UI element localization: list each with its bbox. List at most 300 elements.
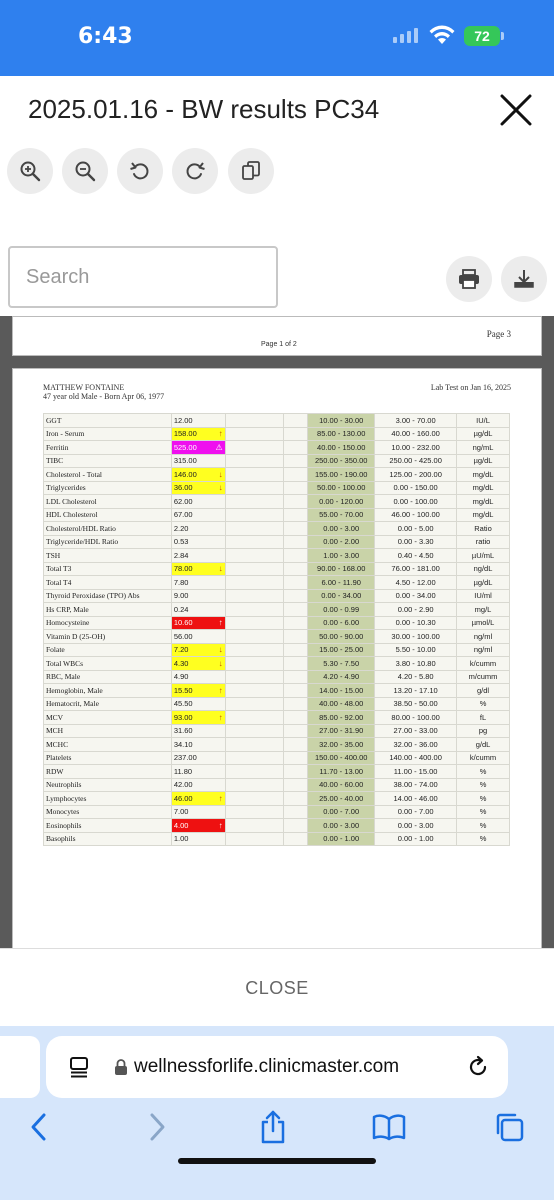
lab-row — [44, 670, 510, 684]
reference-range: 10.00 - 232.00 — [375, 441, 457, 455]
zoom-in-icon — [19, 160, 41, 182]
share-button[interactable] — [256, 1110, 290, 1144]
value-text: 2.20 — [173, 523, 189, 533]
unit: ratio — [457, 535, 510, 549]
test-name: Lymphocytes — [44, 792, 172, 806]
chevron-right-icon — [147, 1112, 167, 1142]
tabs-button[interactable] — [492, 1110, 526, 1144]
lab-row — [44, 562, 510, 576]
test-name: Total T3 — [44, 562, 172, 576]
empty-cell — [225, 616, 284, 630]
optimal-range: 32.00 - 35.00 — [308, 738, 375, 752]
unit: µg/dL — [457, 576, 510, 590]
status-time: 6:43 — [78, 24, 133, 49]
lab-row — [44, 589, 510, 603]
optimal-range: 0.00 - 7.00 — [308, 805, 375, 819]
test-value — [171, 508, 225, 522]
arrow-up-icon: ↑ — [218, 429, 223, 439]
arrow-down-icon: ↓ — [218, 469, 223, 479]
empty-cell — [284, 616, 308, 630]
unit: mg/L — [457, 603, 510, 617]
print-button[interactable] — [446, 256, 492, 302]
test-name: RBC, Male — [44, 670, 172, 684]
unit: g/dl — [457, 684, 510, 698]
reference-range: 27.00 - 33.00 — [375, 724, 457, 738]
reference-range: 140.00 - 400.00 — [375, 751, 457, 765]
test-value — [171, 724, 225, 738]
lab-row — [44, 724, 510, 738]
reference-range: 0.00 - 10.30 — [375, 616, 457, 630]
optimal-range: 4.20 - 4.90 — [308, 670, 375, 684]
test-name: Folate — [44, 643, 172, 657]
empty-cell — [225, 711, 284, 725]
empty-cell — [225, 549, 284, 563]
value-text: 10.60 — [173, 618, 193, 628]
unit: µU/mL — [457, 549, 510, 563]
zoom-out-icon — [74, 160, 96, 182]
empty-cell — [284, 792, 308, 806]
test-name: Triglycerides — [44, 481, 172, 495]
reference-range: 0.00 - 100.00 — [375, 495, 457, 509]
arrow-up-icon: ↑ — [218, 685, 223, 695]
test-name: MCH — [44, 724, 172, 738]
arrow-up-icon: ↑ — [218, 618, 223, 628]
optimal-range: 0.00 - 3.00 — [308, 522, 375, 536]
lab-row — [44, 535, 510, 549]
unit: % — [457, 765, 510, 779]
value-text: 1.00 — [173, 834, 189, 844]
value-text: 62.00 — [173, 496, 193, 506]
empty-cell — [284, 630, 308, 644]
lab-row — [44, 738, 510, 752]
empty-cell — [225, 684, 284, 698]
book-icon — [372, 1113, 406, 1141]
empty-cell — [225, 738, 284, 752]
test-name: TSH — [44, 549, 172, 563]
empty-cell — [225, 414, 284, 428]
reference-range: 250.00 - 425.00 — [375, 454, 457, 468]
optimal-range: 15.00 - 25.00 — [308, 643, 375, 657]
reference-range: 5.50 - 10.00 — [375, 643, 457, 657]
zoom-in-button[interactable] — [7, 148, 53, 194]
empty-cell — [225, 441, 284, 455]
lab-row — [44, 657, 510, 671]
reference-range: 0.00 - 7.00 — [375, 805, 457, 819]
empty-cell — [284, 657, 308, 671]
test-name: Ferritin — [44, 441, 172, 455]
reference-range: 125.00 - 200.00 — [375, 468, 457, 482]
test-name: Total T4 — [44, 576, 172, 590]
test-value — [171, 454, 225, 468]
test-name: Neutrophils — [44, 778, 172, 792]
unit: fL — [457, 711, 510, 725]
unit: % — [457, 697, 510, 711]
test-name: TIBC — [44, 454, 172, 468]
value-text: 78.00 — [173, 564, 193, 574]
empty-cell — [225, 657, 284, 671]
optimal-range: 155.00 - 190.00 — [308, 468, 375, 482]
optimal-range: 50.00 - 90.00 — [308, 630, 375, 644]
browser-toolbar — [0, 1026, 554, 1200]
warning-icon: ⚠ — [215, 442, 223, 452]
value-text: 31.60 — [173, 726, 193, 736]
previous-tab-edge[interactable] — [0, 1036, 40, 1098]
lab-row — [44, 576, 510, 590]
reference-range: 3.00 - 70.00 — [375, 414, 457, 428]
empty-cell — [225, 765, 284, 779]
empty-cell — [284, 562, 308, 576]
reference-range: 38.50 - 50.00 — [375, 697, 457, 711]
empty-cell — [284, 805, 308, 819]
empty-cell — [284, 535, 308, 549]
value-text: 4.30 — [173, 658, 189, 668]
unit: k/cumm — [457, 751, 510, 765]
empty-cell — [225, 454, 284, 468]
value-text: 15.50 — [173, 685, 193, 695]
arrow-down-icon: ↓ — [218, 483, 223, 493]
empty-cell — [284, 738, 308, 752]
chevron-left-icon — [29, 1112, 49, 1142]
value-text: 237.00 — [173, 753, 197, 763]
test-value — [171, 616, 225, 630]
empty-cell — [284, 832, 308, 846]
test-value — [171, 751, 225, 765]
zoom-out-button[interactable] — [62, 148, 108, 194]
lab-row — [44, 684, 510, 698]
unit: mg/dL — [457, 508, 510, 522]
empty-cell — [284, 724, 308, 738]
download-button[interactable] — [501, 256, 547, 302]
lab-row — [44, 643, 510, 657]
empty-cell — [225, 778, 284, 792]
test-name: Homocysteine — [44, 616, 172, 630]
status-bar — [0, 0, 554, 76]
empty-cell — [225, 603, 284, 617]
unit: µg/dL — [457, 427, 510, 441]
test-value — [171, 603, 225, 617]
optimal-range: 0.00 - 3.00 — [308, 819, 375, 833]
reference-range: 14.00 - 46.00 — [375, 792, 457, 806]
test-value — [171, 670, 225, 684]
pdf-viewer[interactable] — [0, 316, 554, 948]
lab-row — [44, 414, 510, 428]
reference-range: 80.00 - 100.00 — [375, 711, 457, 725]
unit: ng/mL — [457, 441, 510, 455]
arrow-down-icon: ↓ — [218, 658, 223, 668]
viewer-toolbar — [0, 148, 554, 198]
page-footer: Page 1 of 2 — [261, 341, 297, 348]
optimal-range: 27.00 - 31.90 — [308, 724, 375, 738]
value-text: 0.53 — [173, 537, 189, 547]
optimal-range: 85.00 - 92.00 — [308, 711, 375, 725]
reload-icon[interactable] — [466, 1055, 490, 1079]
empty-cell — [225, 522, 284, 536]
test-name: Basophils — [44, 832, 172, 846]
document-title: 2025.01.16 - BW results PC34 — [28, 94, 380, 124]
unit: g/dL — [457, 738, 510, 752]
value-text: 56.00 — [173, 631, 193, 641]
rotate-right-button[interactable] — [172, 148, 218, 194]
empty-cell — [225, 508, 284, 522]
value-text: 0.24 — [173, 604, 189, 614]
empty-cell — [225, 805, 284, 819]
unit: mg/dL — [457, 468, 510, 482]
unit: µmol/L — [457, 616, 510, 630]
value-text: 7.00 — [173, 807, 189, 817]
test-value — [171, 427, 225, 441]
empty-cell — [225, 495, 284, 509]
reference-range: 4.20 - 5.80 — [375, 670, 457, 684]
unit: mg/dL — [457, 495, 510, 509]
empty-cell — [284, 427, 308, 441]
printer-icon — [457, 268, 481, 290]
unit: % — [457, 832, 510, 846]
test-name: MCHC — [44, 738, 172, 752]
empty-cell — [284, 508, 308, 522]
home-indicator — [178, 1158, 376, 1164]
value-text: 46.00 — [173, 793, 193, 803]
lab-date: Lab Test on Jan 16, 2025 — [430, 383, 511, 392]
reference-range: 0.00 - 34.00 — [375, 589, 457, 603]
test-value — [171, 697, 225, 711]
value-text: 7.80 — [173, 577, 189, 587]
value-text: 4.00 — [173, 820, 189, 830]
download-icon — [512, 268, 536, 290]
lab-row — [44, 549, 510, 563]
optimal-range: 150.00 - 400.00 — [308, 751, 375, 765]
test-name: Cholesterol/HDL Ratio — [44, 522, 172, 536]
empty-cell — [284, 670, 308, 684]
empty-cell — [284, 684, 308, 698]
arrow-up-icon: ↑ — [218, 712, 223, 722]
share-icon — [258, 1110, 288, 1144]
test-value — [171, 414, 225, 428]
rotate-left-icon — [129, 160, 151, 182]
lab-row — [44, 805, 510, 819]
reference-range: 30.00 - 100.00 — [375, 630, 457, 644]
unit: mg/dL — [457, 481, 510, 495]
test-value — [171, 562, 225, 576]
value-text: 93.00 — [173, 712, 193, 722]
test-name: Cholesterol - Total — [44, 468, 172, 482]
empty-cell — [284, 589, 308, 603]
reference-range: 32.00 - 36.00 — [375, 738, 457, 752]
empty-cell — [225, 481, 284, 495]
arrow-up-icon: ↑ — [218, 820, 223, 830]
back-button[interactable] — [22, 1110, 56, 1144]
test-value — [171, 630, 225, 644]
unit: % — [457, 805, 510, 819]
test-value — [171, 778, 225, 792]
value-text: 36.00 — [173, 483, 193, 493]
test-name: Eosinophils — [44, 819, 172, 833]
optimal-range: 90.00 - 168.00 — [308, 562, 375, 576]
lab-row — [44, 508, 510, 522]
test-name: LDL Cholesterol — [44, 495, 172, 509]
arrow-down-icon: ↓ — [218, 564, 223, 574]
unit: % — [457, 819, 510, 833]
copy-pages-icon — [240, 160, 262, 182]
lab-row — [44, 603, 510, 617]
lab-row — [44, 765, 510, 779]
value-text: 146.00 — [173, 469, 197, 479]
value-text: 9.00 — [173, 591, 189, 601]
empty-cell — [225, 535, 284, 549]
test-value — [171, 792, 225, 806]
close-button[interactable]: CLOSE — [245, 978, 309, 998]
reference-range: 0.00 - 3.30 — [375, 535, 457, 549]
lab-row — [44, 711, 510, 725]
empty-cell — [284, 576, 308, 590]
empty-cell — [284, 697, 308, 711]
test-name: GGT — [44, 414, 172, 428]
test-value — [171, 765, 225, 779]
url-text[interactable]: wellnessforlife.clinicmaster.com — [134, 1056, 400, 1077]
rotate-right-icon — [184, 160, 206, 182]
empty-cell — [225, 643, 284, 657]
empty-cell — [225, 589, 284, 603]
reference-range: 3.80 - 10.80 — [375, 657, 457, 671]
optimal-range: 0.00 - 6.00 — [308, 616, 375, 630]
empty-cell — [225, 576, 284, 590]
test-name: Thyroid Peroxidase (TPO) Abs — [44, 589, 172, 603]
close-icon[interactable] — [496, 90, 536, 130]
empty-cell — [284, 778, 308, 792]
empty-cell — [284, 522, 308, 536]
test-name: Hematocrit, Male — [44, 697, 172, 711]
test-name: Vitamin D (25-OH) — [44, 630, 172, 644]
optimal-range: 14.00 - 15.00 — [308, 684, 375, 698]
reference-range: 0.00 - 150.00 — [375, 481, 457, 495]
test-value — [171, 657, 225, 671]
lab-row — [44, 441, 510, 455]
reference-range: 46.00 - 100.00 — [375, 508, 457, 522]
optimal-range: 10.00 - 30.00 — [308, 414, 375, 428]
lab-row — [44, 832, 510, 846]
unit: IU/L — [457, 414, 510, 428]
unit: ng/ml — [457, 630, 510, 644]
unit: % — [457, 792, 510, 806]
test-value — [171, 738, 225, 752]
test-name: MCV — [44, 711, 172, 725]
test-value — [171, 805, 225, 819]
reference-range: 76.00 - 181.00 — [375, 562, 457, 576]
test-name: Platelets — [44, 751, 172, 765]
optimal-range: 50.00 - 100.00 — [308, 481, 375, 495]
test-name: Total WBCs — [44, 657, 172, 671]
patient-info: 47 year old Male - Born Apr 06, 1977 — [43, 392, 165, 401]
unit: Ratio — [457, 522, 510, 536]
empty-cell — [284, 751, 308, 765]
reference-range: 11.00 - 15.00 — [375, 765, 457, 779]
empty-cell — [225, 427, 284, 441]
lab-row — [44, 522, 510, 536]
unit: IU/ml — [457, 589, 510, 603]
unit: µg/dL — [457, 454, 510, 468]
empty-cell — [284, 603, 308, 617]
lab-row — [44, 778, 510, 792]
page-number-label: Page 3 — [486, 329, 511, 339]
bookmarks-button[interactable] — [372, 1110, 406, 1144]
forward-button[interactable] — [140, 1110, 174, 1144]
value-text: 34.10 — [173, 739, 193, 749]
empty-cell — [225, 468, 284, 482]
optimal-range: 11.70 - 13.00 — [308, 765, 375, 779]
reference-range: 0.40 - 4.50 — [375, 549, 457, 563]
wifi-icon — [428, 24, 456, 46]
test-value — [171, 481, 225, 495]
test-value — [171, 819, 225, 833]
test-name: Hs CRP, Male — [44, 603, 172, 617]
value-text: 42.00 — [173, 780, 193, 790]
optimal-range: 85.00 - 130.00 — [308, 427, 375, 441]
reference-range: 0.00 - 3.00 — [375, 819, 457, 833]
close-bar — [0, 948, 554, 1026]
empty-cell — [225, 792, 284, 806]
lab-results-table — [43, 413, 510, 846]
lab-row — [44, 468, 510, 482]
empty-cell — [284, 414, 308, 428]
optimal-range: 1.00 - 3.00 — [308, 549, 375, 563]
value-text: 2.84 — [173, 550, 189, 560]
test-name: Hemoglobin, Male — [44, 684, 172, 698]
test-value — [171, 468, 225, 482]
optimal-range: 25.00 - 40.00 — [308, 792, 375, 806]
document-header — [0, 76, 554, 142]
lab-row — [44, 495, 510, 509]
test-value — [171, 522, 225, 536]
optimal-range: 0.00 - 0.99 — [308, 603, 375, 617]
lab-row — [44, 819, 510, 833]
empty-cell — [225, 751, 284, 765]
test-name: Monocytes — [44, 805, 172, 819]
address-bar[interactable] — [46, 1036, 508, 1098]
lab-row — [44, 792, 510, 806]
rotate-left-button[interactable] — [117, 148, 163, 194]
arrow-up-icon: ↑ — [218, 793, 223, 803]
value-text: 525.00 — [173, 442, 197, 452]
optimal-range: 5.30 - 7.50 — [308, 657, 375, 671]
page-settings-icon[interactable] — [68, 1056, 90, 1078]
empty-cell — [284, 441, 308, 455]
empty-cell — [225, 724, 284, 738]
empty-cell — [284, 454, 308, 468]
empty-cell — [225, 819, 284, 833]
test-value — [171, 711, 225, 725]
optimal-range: 55.00 - 70.00 — [308, 508, 375, 522]
empty-cell — [284, 495, 308, 509]
tabs-icon — [493, 1111, 525, 1143]
empty-cell — [225, 832, 284, 846]
empty-cell — [284, 643, 308, 657]
value-text: 11.80 — [173, 766, 193, 776]
search-input[interactable]: Search — [8, 246, 278, 308]
optimal-range: 0.00 - 1.00 — [308, 832, 375, 846]
copy-button[interactable] — [228, 148, 274, 194]
empty-cell — [284, 481, 308, 495]
test-value — [171, 576, 225, 590]
unit: % — [457, 778, 510, 792]
test-value — [171, 441, 225, 455]
lab-row — [44, 616, 510, 630]
test-value — [171, 643, 225, 657]
value-text: 67.00 — [173, 510, 193, 520]
optimal-range: 40.00 - 150.00 — [308, 441, 375, 455]
unit: m/cumm — [457, 670, 510, 684]
lab-results-page — [12, 368, 542, 948]
test-value — [171, 589, 225, 603]
lab-row — [44, 454, 510, 468]
